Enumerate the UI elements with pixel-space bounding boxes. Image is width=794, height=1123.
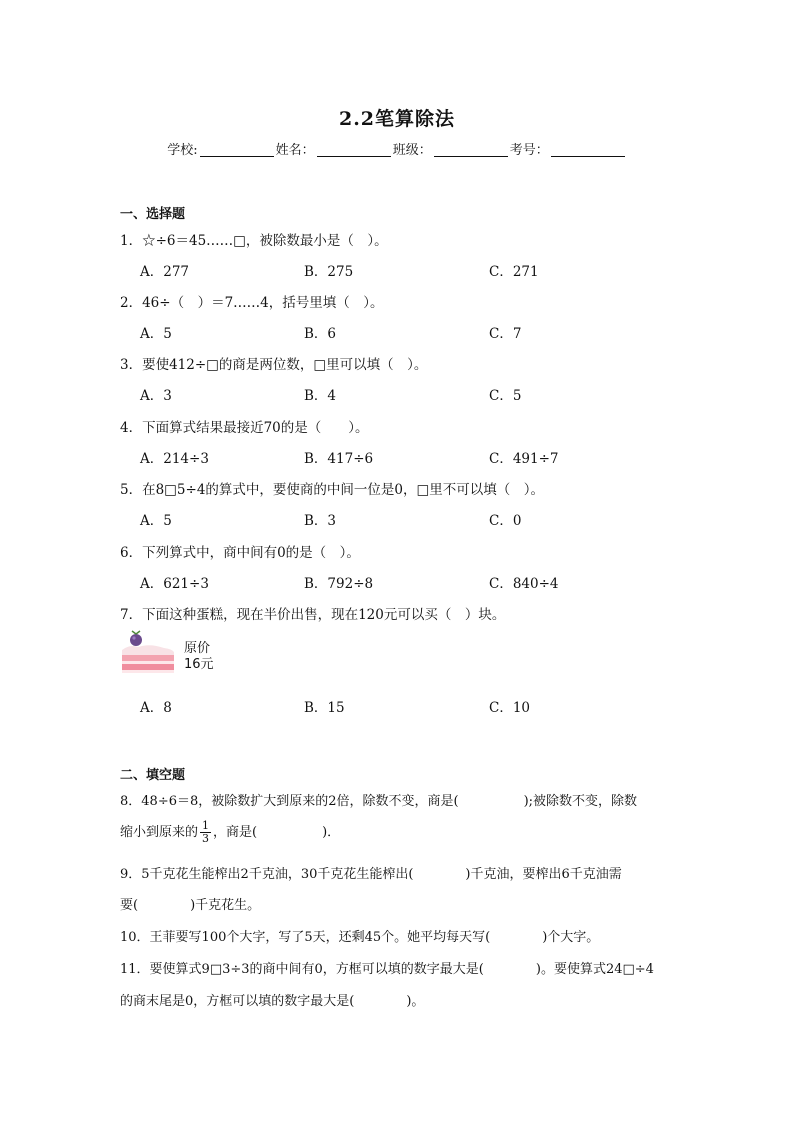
question-3: 3．要使412÷□的商是两位数，□里可以填（ ）。 (120, 357, 428, 373)
question-8-line1: 8．48÷6＝8，被除数扩大到原来的2倍，除数不变，商是( );被除数不变，除数 (120, 794, 638, 809)
q7-option-b[interactable]: B．15 (304, 700, 345, 716)
name-blank[interactable] (317, 142, 391, 157)
q2-option-b[interactable]: B．6 (304, 326, 337, 342)
q3-option-b[interactable]: B．4 (304, 388, 337, 404)
question-5: 5．在8□5÷4的算式中，要使商的中间一位是0，□里不可以填（ ）。 (120, 482, 545, 498)
page-title: 2.2笔算除法 (338, 108, 456, 130)
cake-price-title: 原价 (184, 641, 211, 656)
fraction-numerator: 1 (202, 819, 210, 832)
q4-option-a[interactable]: A．214÷3 (140, 451, 209, 467)
q8-text-a: 缩小到原来的 (120, 825, 199, 840)
q1-option-b[interactable]: B．275 (304, 264, 354, 280)
question-10: 10．王菲要写100个大字，写了5天，还剩45个。她平均每天写( )个大字。 (120, 930, 600, 945)
q2-option-c[interactable]: C．7 (489, 326, 522, 342)
q6-option-a[interactable]: A．621÷3 (140, 576, 209, 592)
q6-option-c[interactable]: C．840÷4 (489, 576, 559, 592)
q4-option-c[interactable]: C．491÷7 (489, 451, 559, 467)
question-11-line1: 11．要使算式9□3÷3的商中间有0，方框可以填的数字最大是( )。要使算式24□÷4 (120, 962, 654, 977)
fraction-denominator: 3 (202, 832, 210, 845)
question-11-line2: 的商末尾是0，方框可以填的数字最大是( )。 (120, 994, 425, 1009)
question-8-line2 (120, 820, 340, 845)
exam-number-label: 考号： (509, 143, 549, 158)
q5-option-a[interactable]: A．5 (140, 513, 172, 529)
q7-option-c[interactable]: C．10 (489, 700, 531, 716)
q4-option-b[interactable]: B．417÷6 (304, 451, 374, 467)
q1-option-a[interactable]: A．277 (140, 264, 190, 280)
question-2: 2．46÷（ ）＝7……4，括号里填（ ）。 (120, 295, 384, 311)
section-heading-choice: 一、选择题 (120, 207, 186, 222)
q1-option-c[interactable]: C．271 (489, 264, 539, 280)
school-blank[interactable] (200, 142, 274, 157)
fraction-one-third (200, 820, 211, 845)
q6-option-b[interactable]: B．792÷8 (304, 576, 374, 592)
question-9-line1: 9．5千克花生能榨出2千克油，30千克花生能榨出( )千克油，要榨出6千克油需 (120, 867, 622, 882)
cake-icon (120, 630, 176, 676)
name-label: 姓名： (275, 143, 315, 158)
cake-price-value: 16元 (184, 657, 214, 672)
question-9-line2: 要( )千克花生。 (120, 898, 261, 913)
student-info-row (0, 139, 794, 158)
q8-text-b: ，商是( )． (213, 825, 341, 840)
question-6: 6．下列算式中，商中间有0的是（ ）。 (120, 545, 360, 561)
class-blank[interactable] (434, 142, 508, 157)
question-1: 1．☆÷6＝45……□，被除数最小是（ ）。 (120, 233, 388, 249)
q7-option-a[interactable]: A．8 (140, 700, 172, 716)
cake-price-label (184, 641, 214, 673)
q2-option-a[interactable]: A．5 (140, 326, 172, 342)
q3-option-a[interactable]: A．3 (140, 388, 172, 404)
class-label: 班级： (392, 143, 432, 158)
q5-option-c[interactable]: C．0 (489, 513, 522, 529)
section-heading-fill: 二、填空题 (120, 768, 186, 783)
question-4: 4．下面算式结果最接近70的是（ ）。 (120, 420, 369, 436)
q3-option-c[interactable]: C．5 (489, 388, 522, 404)
q5-option-b[interactable]: B．3 (304, 513, 337, 529)
exam-number-blank[interactable] (551, 142, 625, 157)
school-label: 学校: (167, 143, 198, 158)
question-7: 7．下面这种蛋糕，现在半价出售，现在120元可以买（ ）块。 (120, 607, 506, 623)
